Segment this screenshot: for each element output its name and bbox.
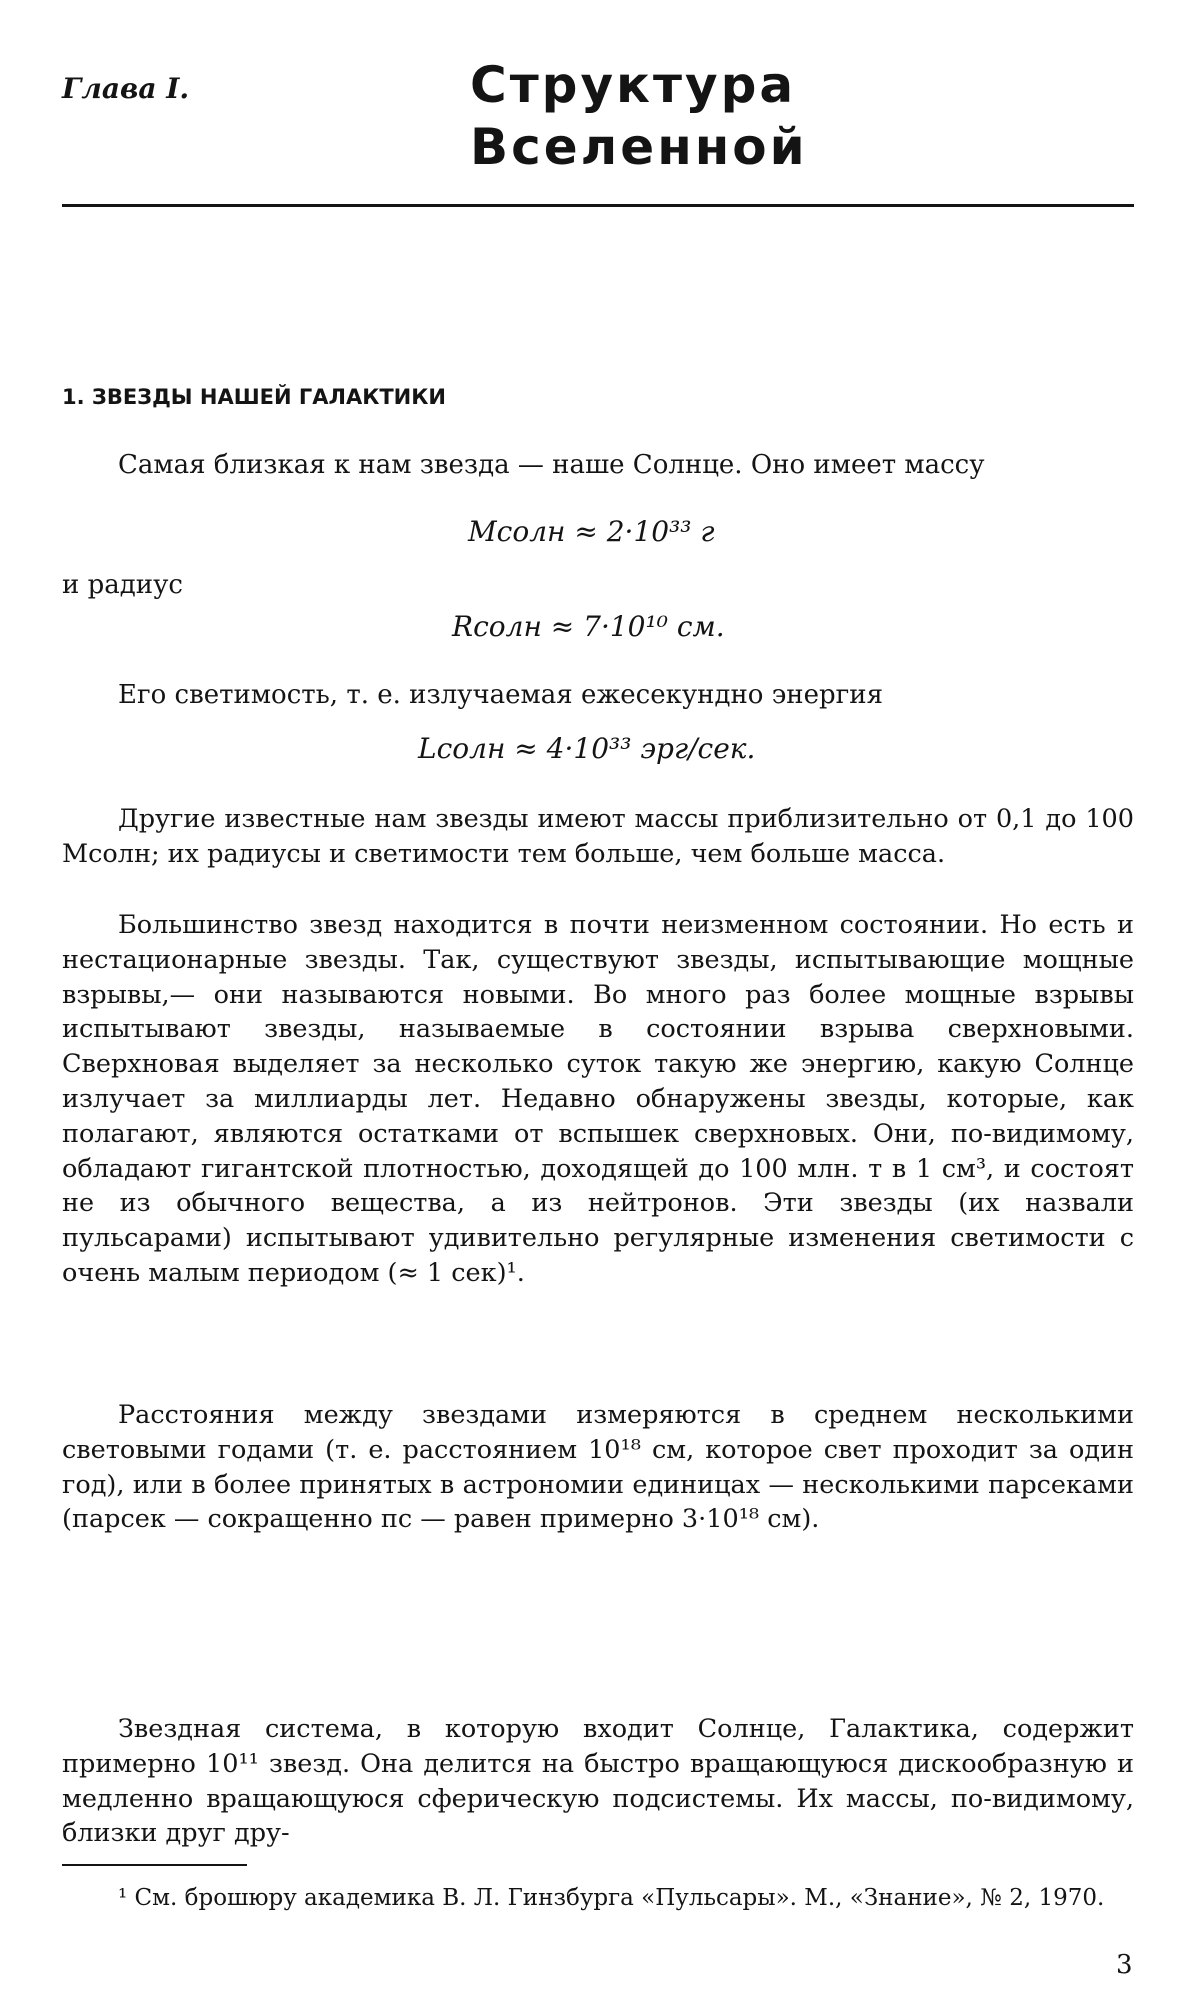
chapter-label: Глава I.	[62, 72, 190, 105]
formula-radius: Rсолн ≈ 7·10¹⁰ см.	[452, 610, 725, 643]
formula-mass: Mсолн ≈ 2·10³³ г	[468, 515, 715, 548]
formula-luminosity: Lсолн ≈ 4·10³³ эрг/сек.	[418, 732, 756, 765]
footnote: ¹ См. брошюру академика В. Л. Гинзбурга «Пульсары». М., «Знание», № 2, 1970.	[118, 1885, 1105, 1911]
intro-line-3: Его светимость, т. е. излучаемая ежесекундно энергия	[118, 680, 883, 710]
page-number: 3	[1116, 1950, 1133, 1980]
chapter-title-line-1: Структура	[470, 56, 797, 114]
footnote-rule	[62, 1864, 247, 1866]
paragraph-stellar-masses: Другие известные нам звезды имеют массы приблизительно от 0,1 до 100 Mсолн; их радиусы и светимости тем больше, чем больше масса.	[62, 804, 1134, 869]
title-rule	[62, 204, 1134, 207]
paragraph-galaxy: Звездная система, в которую входит Солнце, Галактика, содержит примерно 10¹¹ звезд. Она делится на быстро вращающуюся дискообразную и медленно вращающуюся сферическую подсистемы. Их массы, по-видимому, близки друг дру-	[62, 1714, 1134, 1849]
section-heading: 1. ЗВЕЗДЫ НАШЕЙ ГАЛАКТИКИ	[62, 385, 446, 409]
paragraph-nonstationary-stars: Большинство звезд находится в почти неизменном состоянии. Но есть и нестационарные звезды. Так, существуют звезды, испытывающие мощные взрывы,— они называются новыми. Во много раз более мощные взрывы испытывают звезды, называемые в состоянии взрыва сверхновыми. Сверхновая выделяет за несколько суток такую же энергию, какую Солнце излучает за миллиарды лет. Недавно обнаружены звезды, которые, как полагают, являются остатками от вспышек сверхновых. Они, по-видимому, обладают гигантской плотностью, доходящей до 100 млн. т в 1 см³, и состоят не из обычного вещества, а из нейтронов. Эти звезды (их назвали пульсарами) испытывают удивительно регулярные изменения светимости с очень малым периодом (≈ 1 сек)¹.	[62, 910, 1134, 1288]
intro-line-2: и радиус	[62, 570, 183, 600]
chapter-title	[470, 54, 890, 178]
paragraph-distances: Расстояния между звездами измеряются в среднем несколькими световыми годами (т. е. расстоянием 10¹⁸ см, которое свет проходит за один год), или в более принятых в астрономии единицах — несколькими парсеками (парсек — сокращенно пс — равен примерно 3·10¹⁸ см).	[62, 1400, 1134, 1535]
intro-line-1: Самая близкая к нам звезда — наше Солнце. Оно имеет массу	[118, 450, 985, 480]
chapter-title-line-2: Вселенной	[470, 118, 808, 176]
